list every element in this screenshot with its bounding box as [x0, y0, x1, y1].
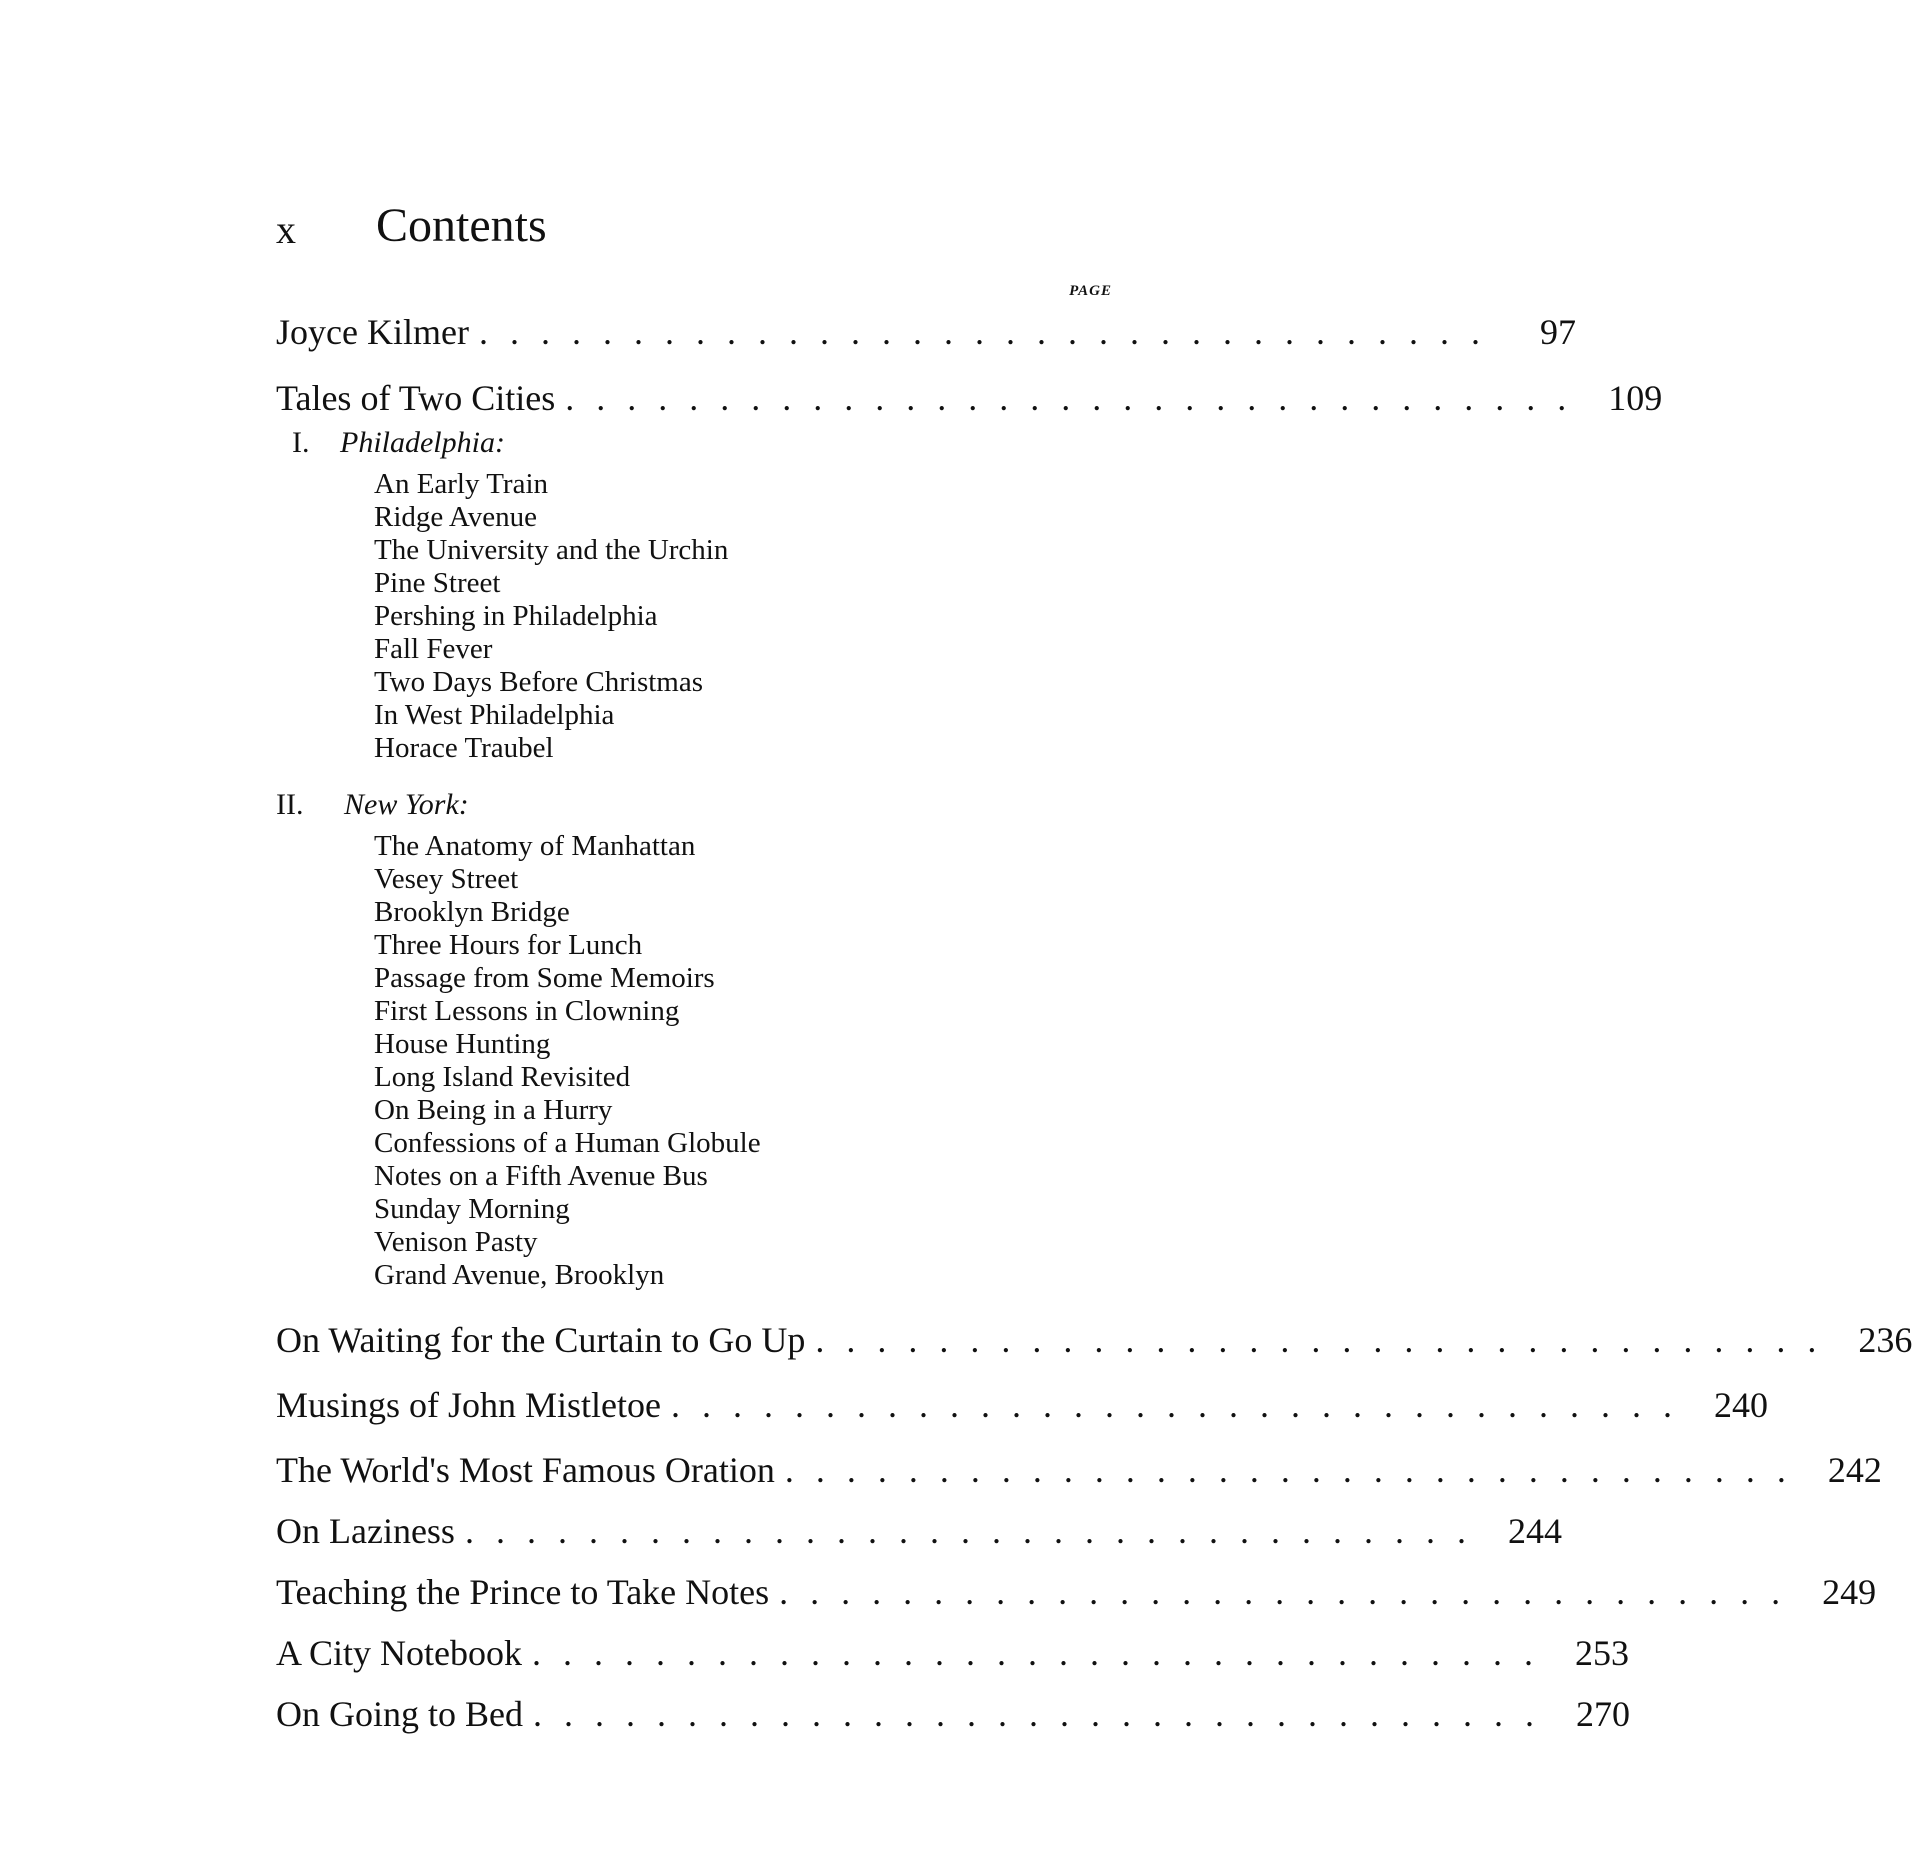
list-item: An Early Train [374, 468, 548, 500]
section-name: Philadelphia: [340, 426, 505, 459]
dot-leader: ................................. [815, 1320, 1839, 1360]
toc-entry-title: Musings of John Mistletoe [276, 1385, 662, 1425]
toc-entry [276, 312, 1576, 352]
list-item: Two Days Before Christmas [374, 666, 703, 698]
toc-entry [276, 1385, 1769, 1425]
section-items-new-york [374, 830, 761, 1292]
toc-entry-page: 244 [1507, 1511, 1562, 1551]
toc-entry [276, 378, 1663, 418]
list-item: Vesey Street [374, 863, 519, 895]
toc-entry-page: 109 [1608, 378, 1663, 418]
toc-entry-page: 249 [1822, 1572, 1877, 1612]
list-item: On Being in a Hurry [374, 1094, 613, 1126]
toc-entry [276, 1511, 1562, 1551]
list-item: Pine Street [374, 567, 501, 599]
list-item: Ridge Avenue [374, 501, 537, 533]
page-title: Contents [376, 199, 547, 252]
page-column-label: PAGE [1069, 283, 1112, 299]
list-item: The Anatomy of Manhattan [374, 830, 696, 862]
dot-leader: ................................. [565, 378, 1589, 418]
dot-leader: ................................. [464, 1511, 1488, 1551]
toc-entry-page: 240 [1714, 1385, 1769, 1425]
dot-leader: ................................. [532, 1633, 1556, 1673]
list-item: House Hunting [374, 1028, 551, 1060]
toc-entry-title: Tales of Two Cities [276, 378, 556, 418]
list-item: Brooklyn Bridge [374, 896, 570, 928]
list-item: Long Island Revisited [374, 1061, 631, 1093]
toc-entry-page: 270 [1576, 1694, 1630, 1734]
toc-entry-page: 253 [1575, 1633, 1630, 1673]
list-item: The University and the Urchin [374, 534, 729, 566]
list-item: Fall Fever [374, 633, 493, 665]
list-item: First Lessons in Clowning [374, 995, 680, 1027]
toc-entry-title: A City Notebook [276, 1633, 523, 1673]
list-item: Pershing in Philadelphia [374, 600, 658, 632]
list-item: Sunday Morning [374, 1193, 570, 1225]
toc-entry [276, 1633, 1630, 1673]
dot-leader: ................................. [671, 1385, 1695, 1425]
toc-entry-title: The World's Most Famous Oration [276, 1450, 775, 1490]
list-item: Venison Pasty [374, 1226, 538, 1258]
section-numeral: II. [276, 788, 304, 821]
list-item: Notes on a Fifth Avenue Bus [374, 1160, 708, 1192]
toc-entry-title: On Laziness [276, 1511, 455, 1551]
dot-leader: ................................. [784, 1450, 1808, 1490]
toc-entry [276, 1320, 1912, 1360]
toc-entry-title: On Going to Bed [276, 1694, 523, 1734]
toc-entry-page: 242 [1827, 1450, 1882, 1490]
page-folio: x [276, 207, 296, 252]
dot-leader: ................................. [533, 1694, 1556, 1734]
section-heading [292, 428, 505, 458]
list-item: Three Hours for Lunch [374, 929, 643, 961]
list-item: Confessions of a Human Globule [374, 1127, 761, 1159]
dot-leader: ................................. [779, 1572, 1803, 1612]
list-item: Grand Avenue, Brooklyn [374, 1259, 665, 1291]
list-item: In West Philadelphia [374, 699, 615, 731]
dot-leader: ................................. [478, 312, 1502, 352]
section-numeral: I. [292, 426, 310, 459]
section-name: New York: [344, 788, 469, 821]
list-item: Passage from Some Memoirs [374, 962, 715, 994]
section-items-philadelphia [374, 468, 728, 765]
toc-entry [276, 1450, 1882, 1490]
section-heading [276, 790, 469, 820]
toc-entry-title: On Waiting for the Curtain to Go Up [276, 1320, 806, 1360]
toc-entry-title: Joyce Kilmer [276, 312, 469, 352]
toc-entry-page: 97 [1539, 312, 1576, 352]
toc-entry-title: Teaching the Prince to Take Notes [276, 1572, 770, 1612]
list-item: Horace Traubel [374, 732, 554, 764]
toc-entry [276, 1572, 1877, 1612]
toc-entry-page: 236 [1858, 1320, 1912, 1360]
toc-entry [276, 1694, 1630, 1734]
